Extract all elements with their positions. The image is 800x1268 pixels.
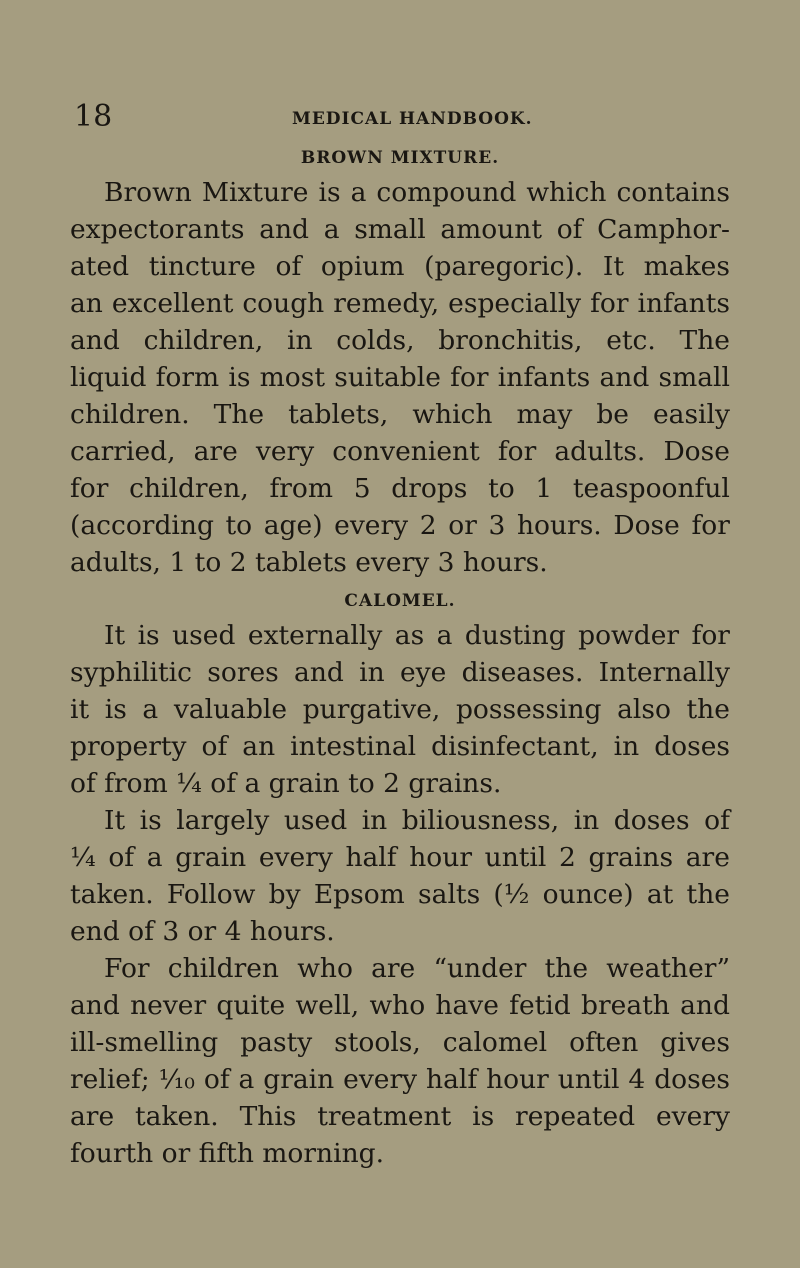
section-heading-calomel: CALOMEL. [344,591,456,611]
word: This [239,1101,297,1132]
text-line [70,654,730,692]
word: relief; [70,1064,150,1095]
word: a [436,620,453,651]
word: who [297,953,353,984]
word: and [70,990,120,1021]
text-line: adults, 1 to 2 tablets every 3 hours. [70,547,548,578]
word: treatment [317,1101,452,1132]
word: hours. [516,510,602,541]
text-line [104,174,730,212]
text-line [70,248,730,286]
word: of [275,251,302,282]
word: easily [652,399,730,430]
word: is [137,620,160,651]
word: of [556,214,583,245]
word: “under [433,953,527,984]
word: and [70,325,120,356]
word: taken. [70,879,154,910]
word: 1 [535,473,553,504]
word: property [70,731,187,762]
word: ¼ [70,842,96,873]
word: a [238,1064,255,1095]
word: valuable [173,694,288,725]
word: dusting [464,620,566,651]
word: makes [643,251,730,282]
word: children, [129,473,249,504]
word: expectorants [70,214,245,245]
word: is [472,1101,495,1132]
word: hour [409,842,472,873]
word: gives [660,1027,730,1058]
word: ill-smelling [70,1027,219,1058]
word: Follow [166,879,256,910]
word: biliousness, [401,805,560,836]
word: an [242,731,276,762]
word: Dose [663,436,730,467]
text-line [70,691,730,729]
word: quite [216,990,286,1021]
word: until [484,842,547,873]
word: used [172,620,236,651]
word: a [146,842,163,873]
word: are [193,436,238,467]
word: grains [588,842,674,873]
word: fetid [509,990,571,1021]
word: colds, [336,325,415,356]
word: a [323,214,340,245]
word: to [488,473,515,504]
word: Mixture [201,177,309,208]
word: calomel [442,1027,548,1058]
word: It [104,620,126,651]
text-line [70,396,730,434]
word: tablets, [288,399,389,430]
word: the [544,953,589,984]
text-line [70,876,730,914]
word: is [139,805,162,836]
word: excellent [111,288,234,319]
word: form [155,362,220,393]
text-line [70,470,730,508]
word: infants [637,288,730,319]
text-line: end of 3 or 4 hours. [70,916,335,947]
word: in [286,325,313,356]
word: suitable [334,362,441,393]
word: and [259,214,310,245]
word: 2 [419,510,437,541]
word: used [283,805,348,836]
word: be [596,399,629,430]
word: doses [654,731,730,762]
word: the [686,879,730,910]
word: of [108,842,135,873]
word: children. [70,399,190,430]
word: half [426,1064,478,1095]
word: to [225,510,253,541]
word: teaspoonful [572,473,730,504]
text-line [70,322,730,360]
word: bronchitis, [438,325,583,356]
word: (½ [493,879,530,910]
word: well, [295,990,360,1021]
word: doses [654,1064,730,1095]
word: every [655,1101,730,1132]
word: possessing [455,694,602,725]
word: in [573,805,600,836]
word: diseases. [461,657,584,688]
word: every [334,510,409,541]
word: It [602,251,625,282]
text-line [70,839,730,877]
word: for [497,436,537,467]
text-line [70,728,730,766]
word: etc. [606,325,656,356]
word: tincture [148,251,256,282]
word: largely [176,805,270,836]
word: cough [242,288,325,319]
word: in [361,805,388,836]
word: especially [448,288,582,319]
word: for [70,473,109,504]
word: adults. [554,436,646,467]
word: for [590,288,629,319]
word: an [70,288,103,319]
text-line [70,433,730,471]
word: are [371,953,416,984]
word: every [258,842,333,873]
word: eye [399,657,447,688]
word: in [613,731,640,762]
word: have [435,990,499,1021]
word: externally [247,620,383,651]
word: for [450,362,489,393]
word: (according [70,510,214,541]
word: children, [143,325,264,356]
word: remedy, [333,288,440,319]
word: grain [263,1064,335,1095]
word: purgative, [302,694,441,725]
word: liquid [70,362,147,393]
word: which [412,399,493,430]
word: every [343,1064,418,1095]
word: 4 [628,1064,646,1095]
section-heading-brown-mixture: BROWN MIXTURE. [300,148,500,168]
word: of [704,805,730,836]
word: it [70,694,90,725]
word: ⅒ [158,1064,195,1095]
word: convenient [332,436,480,467]
text-line: fourth or fifth morning. [70,1138,385,1169]
word: very [255,436,315,467]
word: age) [263,510,323,541]
word: a [350,177,367,208]
text-line: of from ¼ of a grain to 2 grains. [70,768,502,799]
word: as [394,620,425,651]
word: half [345,842,397,873]
text-line [70,987,730,1025]
word: Camphor- [597,214,730,245]
word: pasty [240,1027,313,1058]
word: who [369,990,426,1021]
word: intestinal [290,731,417,762]
word: are [685,842,730,873]
word: For [104,953,150,984]
page-number: 18 [74,99,113,134]
word: breath [581,990,670,1021]
word: It [104,805,126,836]
word: powder [578,620,680,651]
word: doses [613,805,690,836]
word: is [104,694,127,725]
word: by [268,879,301,910]
word: 2 [559,842,576,873]
word: in [359,657,385,688]
word: a [142,694,159,725]
word: may [516,399,573,430]
word: infants [497,362,591,393]
word: amount [440,214,543,245]
word: at [646,879,674,910]
text-line [70,359,730,397]
word: which [526,177,607,208]
word: weather” [606,953,730,984]
word: often [569,1027,639,1058]
word: and [294,657,344,688]
word: (paregoric). [424,251,584,282]
word: Epsom [313,879,405,910]
text-line [70,507,730,545]
word: is [228,362,251,393]
text-line [104,617,730,655]
text-line [104,950,730,988]
word: ated [70,251,130,282]
word: disinfectant, [431,731,599,762]
page-header [74,99,614,134]
word: sores [207,657,279,688]
word: stools, [334,1027,421,1058]
word: children [167,953,279,984]
word: repeated [515,1101,636,1132]
word: are [70,1101,115,1132]
word: the [686,694,730,725]
word: grain [175,842,247,873]
text-line [70,1061,730,1099]
word: The [679,325,730,356]
running-head: MEDICAL HANDBOOK. [292,109,533,129]
word: Dose [613,510,680,541]
word: and [599,362,650,393]
word: syphilitic [70,657,192,688]
text-line [70,211,730,249]
word: never [130,990,207,1021]
word: hour [486,1064,549,1095]
word: and [680,990,730,1021]
word: salts [418,879,481,910]
word: opium [320,251,405,282]
word: 3 [488,510,506,541]
word: for [691,620,730,651]
word: compound [376,177,517,208]
text-line [104,802,730,840]
word: of [201,731,228,762]
word: Brown [104,177,192,208]
word: drops [391,473,468,504]
word: taken. [135,1101,219,1132]
word: small [354,214,426,245]
word: contains [616,177,730,208]
word: most [259,362,326,393]
word: from [269,473,334,504]
word: 5 [353,473,371,504]
word: carried, [70,436,176,467]
word: until [557,1064,620,1095]
word: small [658,362,730,393]
word: ounce) [542,879,634,910]
word: The [213,399,265,430]
word: or [448,510,477,541]
text-line [70,285,730,323]
word: also [617,694,671,725]
word: Internally [598,657,730,688]
text-line [70,1098,730,1136]
word: of [203,1064,230,1095]
word: is [318,177,341,208]
text-line [70,1024,730,1062]
word: for [691,510,730,541]
